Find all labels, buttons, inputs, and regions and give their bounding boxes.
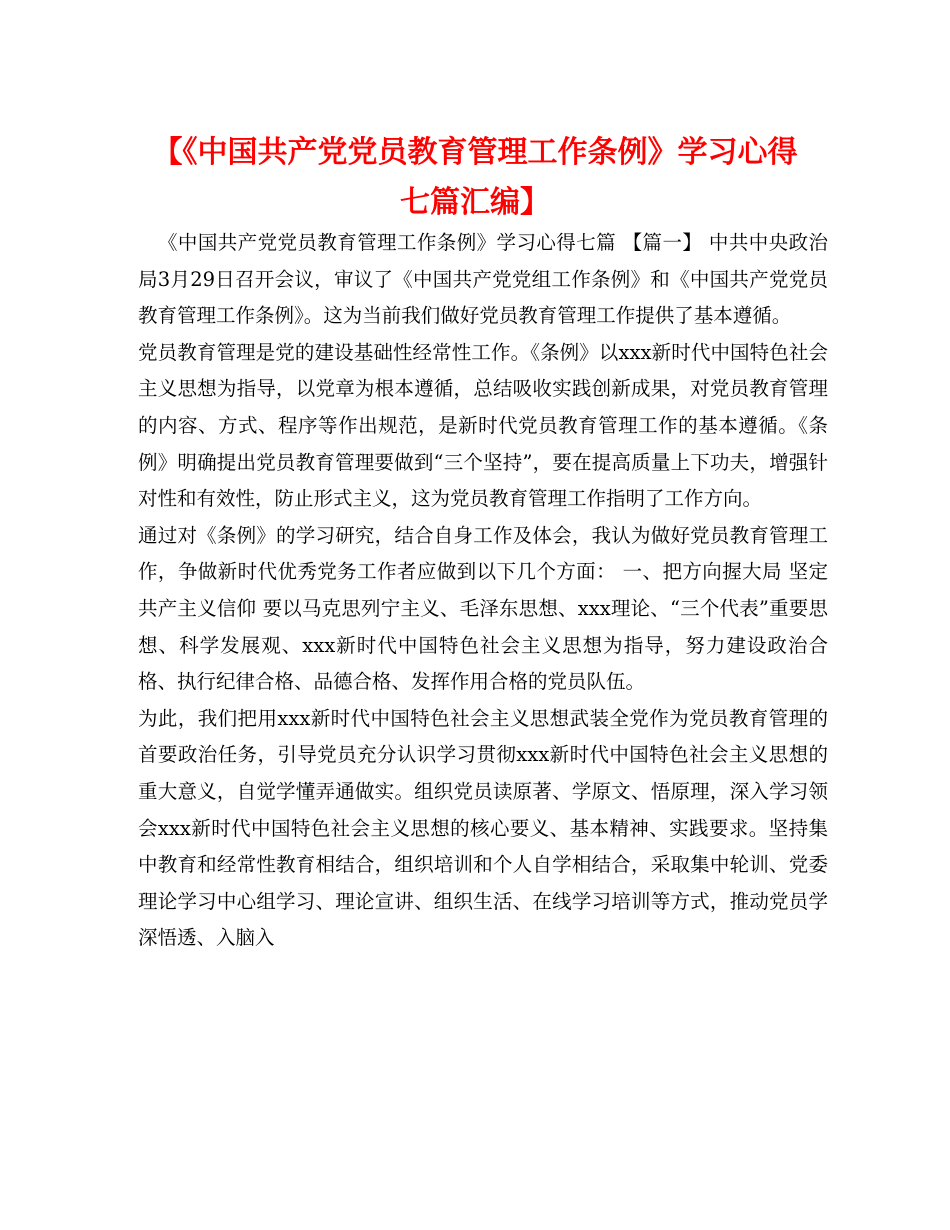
document-body (138, 225, 828, 957)
paragraph-4: 为此，我们把用xxx新时代中国特色社会主义思想武装全党作为党员教育管理的首要政治任务，引导党员充分认识学习贯彻xxx新时代中国特色社会主义思想的重大意义，自觉学懂弄通做实。组织党员读原著、学原文、悟原理，深入学习领会xxx新时代中国特色社会主义思想的核心要义、基本精神、实践要求。坚持集中教育和经常性教育相结合，组织培训和个人自学相结合，采取集中轮训、党委理论学习中心组学习、理论宣讲、组织生活、在线学习培训等方式，推动党员学深悟透、入脑入 (138, 706, 828, 950)
paragraph-1: 《中国共产党党员教育管理工作条例》学习心得七篇 【篇一】 中共中央政治局3月29日召开会议，审议了《中国共产党党组工作条例》和《中国共产党党员教育管理工作条例》。这为当前我们做好党员教育管理工作提供了基本遵循。 (138, 231, 828, 328)
paragraph-3: 通过对《条例》的学习研究，结合自身工作及体会，我认为做好党员教育管理工作，争做新时代优秀党务工作者应做到以下几个方面： 一、把方向握大局 坚定共产主义信仰 要以马克思列宁主义、毛泽东思想、xxx理论、“三个代表”重要思想、科学发展观、xxx新时代中国特色社会主义思想为指导，努力建设政治合格、执行纪律合格、品德合格、发挥作用合格的党员队伍。 (138, 523, 828, 694)
document-title: 【《中国共产党党员教育管理工作条例》学习心得七篇汇编】 (152, 135, 798, 220)
paragraph-2: 党员教育管理是党的建设基础性经常性工作。《条例》以xxx新时代中国特色社会主义思想为指导，以党章为根本遵循，总结吸收实践创新成果，对党员教育管理的内容、方式、程序等作出规范，是新时代党员教育管理工作的基本遵循。《条例》明确提出党员教育管理要做到“三个坚持”，要在提高质量上下功夫，增强针对性和有效性，防止形式主义，这为党员教育管理工作指明了工作方向。 (138, 340, 828, 511)
